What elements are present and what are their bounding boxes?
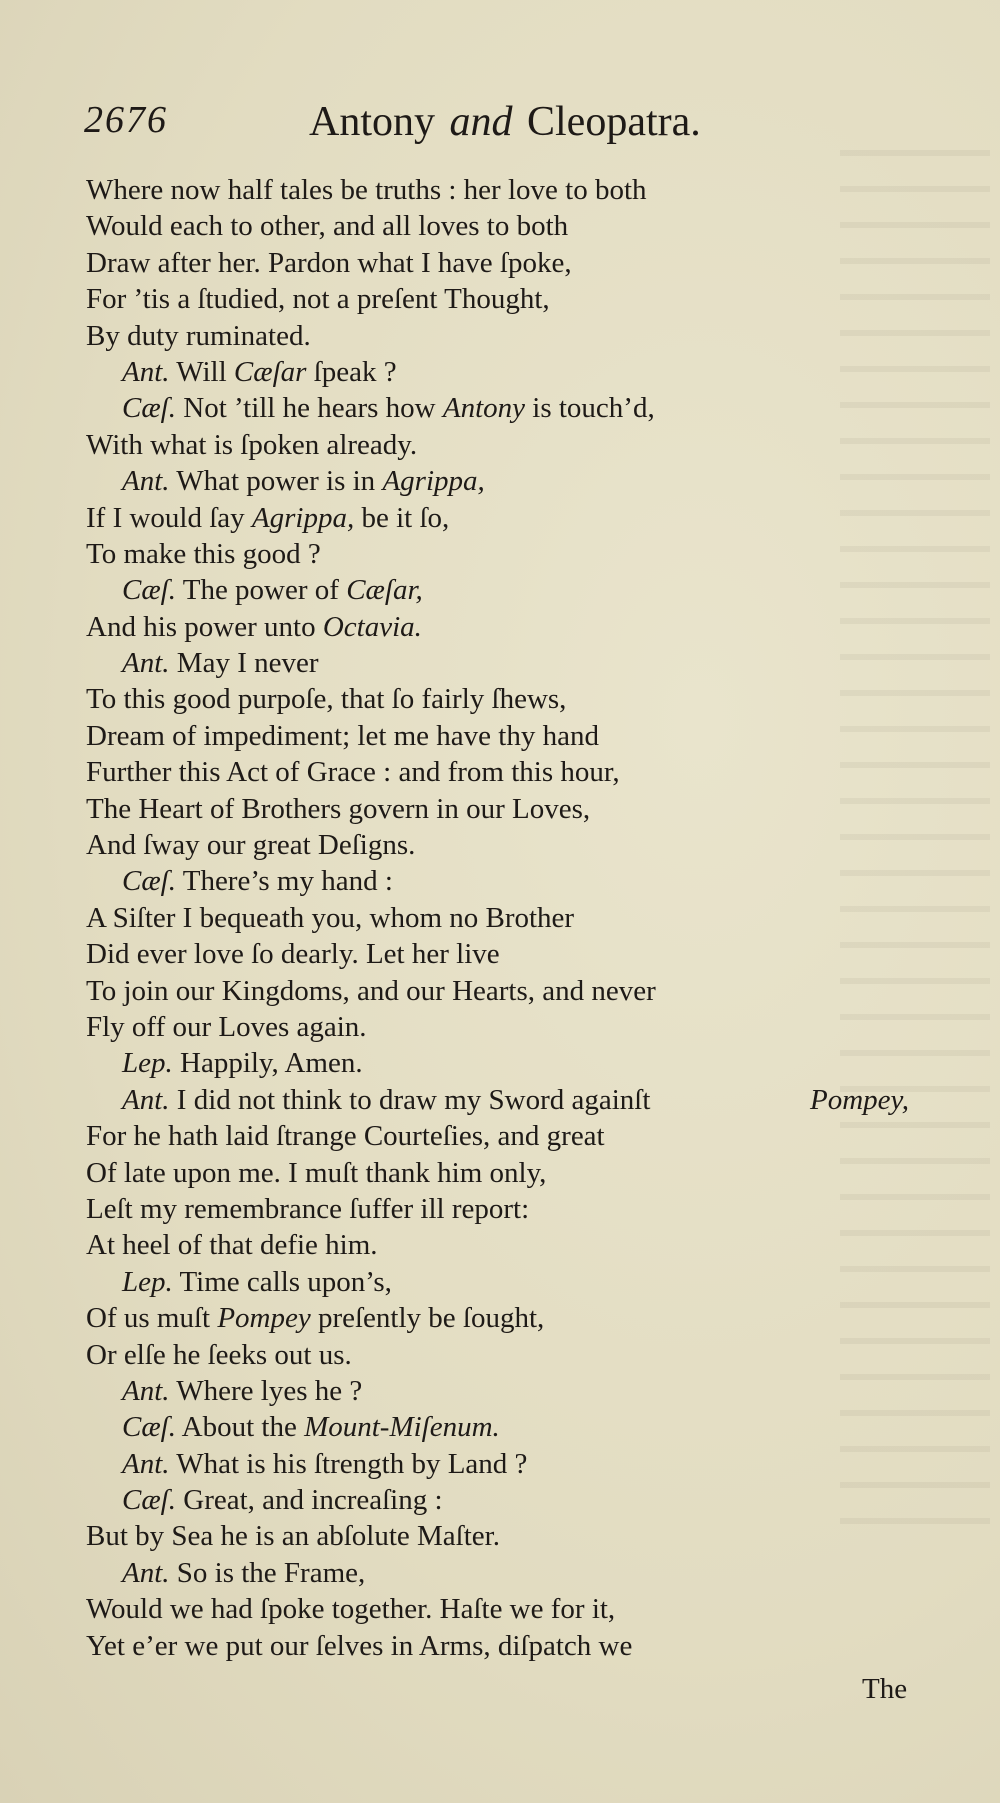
text-line [86,245,986,281]
text-line [86,1482,986,1518]
text-line [86,718,986,754]
italic-text: Cæſar [233,355,307,388]
line-text: Draw after her. Pardon what I have ſpoke, [86,246,572,279]
line-text: About the [176,1411,305,1444]
line-text: There’s my hand : [176,865,393,898]
text-line [86,754,986,790]
text-line [86,1446,986,1482]
text-line [86,1191,986,1227]
text-line [86,1045,986,1081]
running-title [309,98,701,146]
text-line [86,281,986,317]
text-line [86,208,986,244]
line-text: What is his ſtrength by Land ? [169,1447,528,1480]
line-text: is touch’d, [525,392,655,425]
italic-text: Pompey [217,1302,311,1335]
speaker-prefix: Ant. [122,355,170,388]
text-line [86,1337,986,1373]
line-text: For ’tis a ſtudied, not a preſent Thought, [86,283,550,316]
speaker-prefix: Ant. [122,1083,170,1116]
text-line [86,645,986,681]
text-line [86,1373,986,1409]
line-text: Of late upon me. I muſt thank him only, [86,1156,547,1189]
line-text: To make this good ? [86,537,321,570]
line-text: At heel of that defie him. [86,1229,378,1262]
line-text: And ſway our great Deſigns. [86,829,416,862]
line-text: But by Sea he is an abſolute Maſter. [86,1520,500,1553]
line-text: Not ’till he hears how [176,392,443,425]
text-line [86,1628,986,1664]
line-text: By duty ruminated. [86,319,311,352]
text-line [86,827,986,863]
line-text: If I would ſay [86,501,252,534]
verse-text [86,172,986,1664]
speaker-prefix: Lep. [122,1047,173,1080]
text-line [86,1518,986,1554]
line-text: Will [169,355,234,388]
line-text: Of us muſt [86,1302,218,1335]
text-line [86,1009,986,1045]
line-text: For he hath laid ſtrange Courteſies, and great [86,1120,605,1153]
line-text: Where lyes he ? [169,1374,363,1407]
text-line [86,1118,986,1154]
italic-text: Agrippa, [251,501,355,534]
text-line [86,463,986,499]
line-text: be it ſo, [354,501,450,534]
line-text: Would each to other, and all loves to both [86,210,569,243]
line-text: Would we had ſpoke together. Haſte we for it, [86,1593,616,1626]
line-text: Or elſe he ſeeks out us. [86,1338,352,1371]
speaker-prefix: Cæſ. [122,392,176,425]
speaker-prefix: Ant. [122,647,170,680]
catchword: The [862,1673,908,1705]
italic-text: Agrippa, [382,465,485,498]
line-text: ſpeak ? [306,355,397,388]
text-line [86,572,986,608]
speaker-prefix: Cæſ. [122,865,176,898]
text-line [86,1300,986,1336]
text-line [86,936,986,972]
turnover-word: Pompey, [810,1083,910,1116]
line-text: With what is ſpoken already. [86,428,418,461]
speaker-prefix: Lep. [122,1265,173,1298]
line-text: May I never [169,647,319,680]
italic-text: Mount-Miſenum. [304,1411,500,1444]
text-line [86,1409,986,1445]
line-text: So is the Frame, [169,1556,366,1589]
page-number: 2676 [84,99,168,141]
line-text: preſently be ſought, [310,1302,545,1335]
speaker-prefix: Ant. [122,1447,170,1480]
text-line [86,354,986,390]
line-text: Leſt my remembrance ſuffer ill report: [86,1192,530,1225]
text-line [86,1155,986,1191]
text-line [86,1264,986,1300]
text-line [86,1555,986,1591]
text-line [86,900,986,936]
text-line [86,1591,986,1627]
line-text: What power is in [169,465,383,498]
line-text: Where now half tales be truths : her love to both [86,174,647,206]
speaker-prefix: Cæſ. [122,1484,176,1517]
line-text: To join our Kingdoms, and our Hearts, and never [86,974,656,1007]
title-part-cleopatra: Cleopatra. [527,99,701,145]
text-line [86,791,986,827]
line-text: Happily, Amen. [172,1047,363,1080]
line-text: Fly off our Loves again. [86,1010,367,1043]
title-part-antony: Antony [309,99,435,145]
line-text: Dream of impediment; let me have thy hand [86,719,599,752]
speaker-prefix: Ant. [122,1374,170,1407]
title-and: and [449,99,513,145]
italic-text: Cæſar, [346,574,423,607]
text-line [86,609,986,645]
text-line [86,172,986,208]
text-line [86,390,986,426]
text-line [86,318,986,354]
text-line [86,863,986,899]
text-line [86,973,986,1009]
running-head [84,98,944,158]
line-text: Great, and increaſing : [176,1484,443,1517]
text-line [86,1082,986,1118]
speaker-prefix: Ant. [122,1556,170,1589]
text-line [86,427,986,463]
line-text: I did not think to draw my Sword againſt [169,1083,651,1116]
line-text: Yet e’er we put our ſelves in Arms, diſpatch we [86,1629,633,1662]
speaker-prefix: Cæſ. [122,1411,176,1444]
line-text: The Heart of Brothers govern in our Loves, [86,792,591,825]
line-text: A Siſter I bequeath you, whom no Brother [86,901,575,934]
text-line [86,681,986,717]
text-line [86,500,986,536]
text-line [86,536,986,572]
speaker-prefix: Ant. [122,465,170,498]
line-text: The power of [176,574,347,607]
italic-text: Antony [442,392,526,425]
line-text: To this good purpoſe, that ſo fairly ſhews, [86,683,567,716]
line-text: And his power unto [86,610,323,643]
line-text: Time calls upon’s, [172,1265,392,1298]
text-line [86,1227,986,1263]
speaker-prefix: Cæſ. [122,574,176,607]
italic-text: Octavia. [322,610,422,643]
line-text: Further this Act of Grace : and from this hour, [86,756,620,789]
line-text: Did ever love ſo dearly. Let her live [86,938,500,971]
